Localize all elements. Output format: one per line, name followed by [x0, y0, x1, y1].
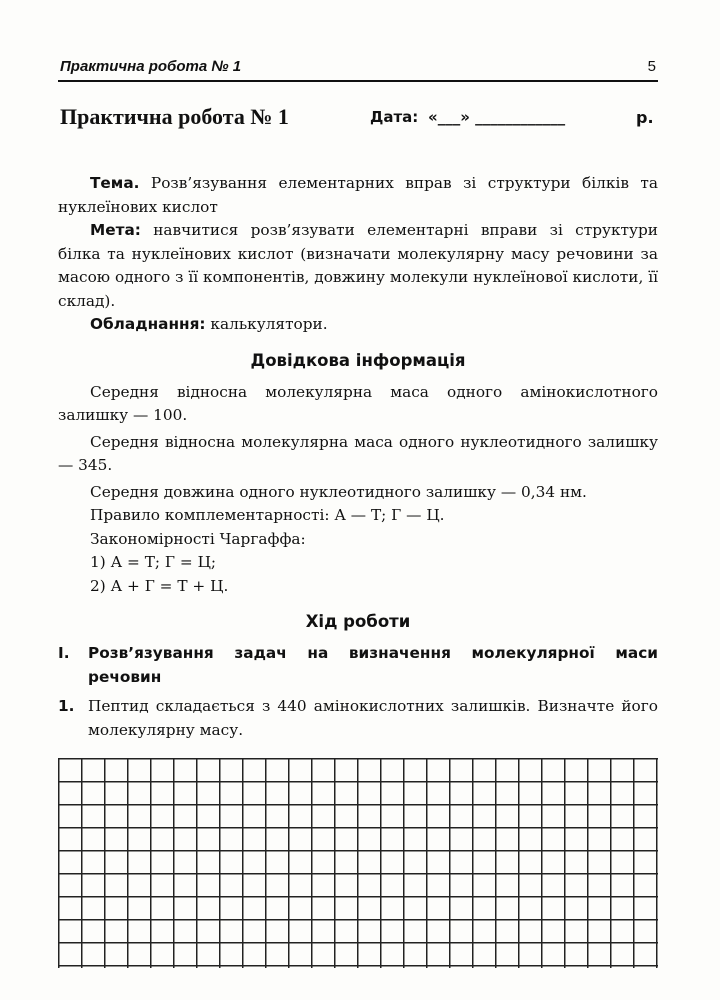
procedure-heading: Хід роботи — [305, 612, 411, 631]
section-number: I. — [58, 644, 70, 662]
section-title: Розв’язування задач на визначення молекулярної маси речовин — [88, 644, 658, 686]
reference-heading: Довідкова інформація — [250, 350, 466, 370]
reference-item: 2) А + Г = Т + Ц. — [90, 576, 229, 595]
year-suffix: р. — [636, 108, 654, 127]
reference-item: Середня відносна молекулярна маса одного нуклеотидного залишку — 345. — [58, 432, 658, 474]
topic-text: Розв’язування елементарних вправ зі структури білків та нуклеїнових кислот — [58, 174, 658, 216]
title-row — [58, 104, 668, 138]
equipment-text: калькулятори. — [210, 315, 328, 333]
page-title: Практична робота № 1 — [60, 104, 289, 129]
task-row — [58, 695, 658, 742]
task-text: Пептид складається з 440 амінокислотних залишків. Визначте його молекулярну масу. — [88, 697, 658, 739]
date-blank-field[interactable]: «___» ____________ — [428, 108, 566, 126]
section-row — [58, 642, 658, 689]
reference-item: Середня довжина одного нуклеотидного залишку — 0,34 нм. — [90, 482, 587, 501]
running-head-title: Практична робота № 1 — [60, 58, 242, 75]
equipment-label: Обладнання: — [90, 315, 206, 333]
page-number: 5 — [647, 58, 656, 75]
reference-item: 1) А = Т; Г = Ц; — [90, 553, 217, 571]
reference-item: Закономірності Чаргаффа: — [90, 529, 306, 548]
goal-paragraph — [58, 219, 658, 313]
running-head — [58, 58, 658, 82]
date-label: Дата: — [370, 108, 419, 126]
answer-grid[interactable] — [58, 758, 658, 968]
goal-text: навчитися розв’язувати елементарні вправи зі структури білка та нуклеїнових кислот (визначати молекулярну масу речовини за масою одного з її компонентів, довжину молекули нуклеїнової кислоти, її склад). — [58, 221, 658, 310]
topic-paragraph — [58, 172, 658, 219]
reference-item: Правило комплементарності: А — Т; Г — Ц. — [90, 506, 445, 524]
reference-item: Середня відносна молекулярна маса одного амінокислотного залишку — 100. — [58, 382, 658, 424]
equipment-paragraph — [58, 313, 658, 337]
goal-label: Мета: — [90, 221, 141, 239]
topic-label: Тема. — [90, 174, 140, 192]
task-number: 1. — [58, 697, 75, 715]
document-body — [58, 172, 658, 742]
